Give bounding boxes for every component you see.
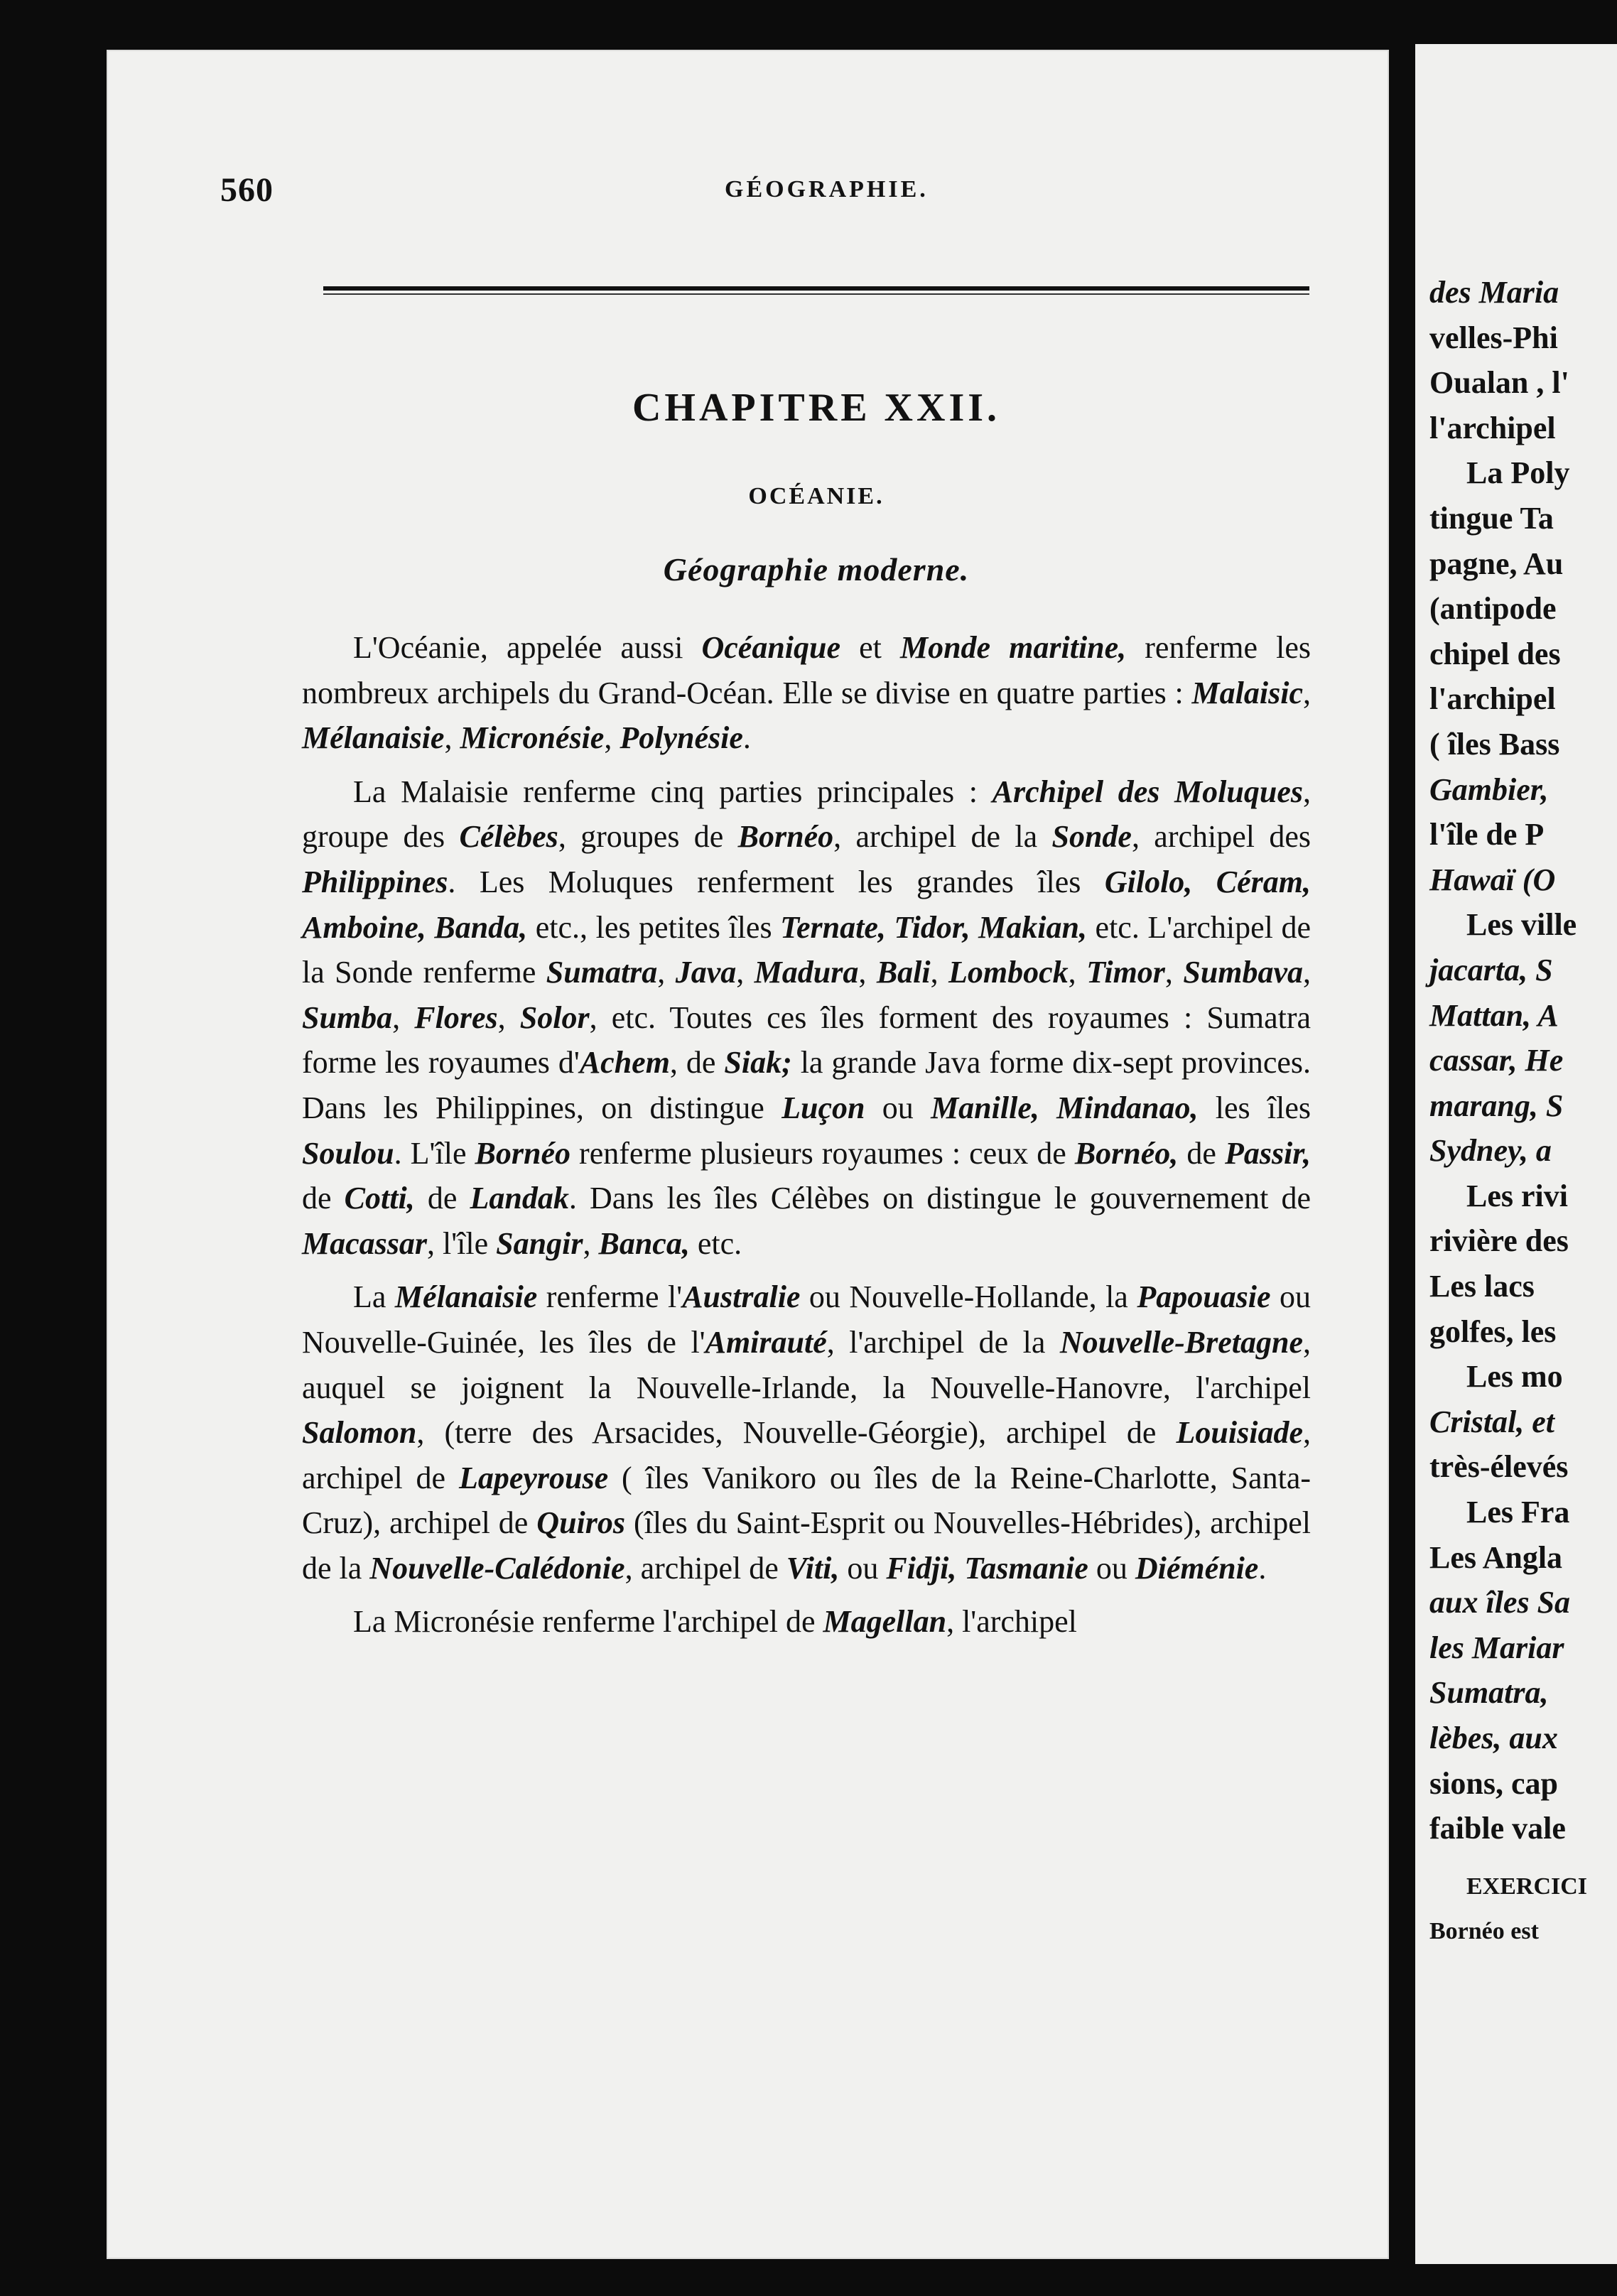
adjacent-page-line: Gambier, xyxy=(1429,771,1549,807)
section-title: OCÉANIE. xyxy=(748,483,885,509)
text-run: , xyxy=(736,955,755,990)
text-run: , etc. Toutes ces îles forment des royaumes : Sumatra forme les royaumes d' xyxy=(302,1000,1311,1081)
place-name: Madura xyxy=(754,955,859,990)
text-run: ou Nouvelle-Hollande, la xyxy=(800,1279,1137,1315)
adjacent-page-line: jacarta, S xyxy=(1429,952,1553,987)
paragraph-oceanie xyxy=(302,625,1311,761)
adjacent-page-line: Les mo xyxy=(1466,1359,1563,1395)
place-name: Java xyxy=(675,955,737,990)
place-name: Mélanaisie xyxy=(302,720,445,756)
adjacent-page-line: tingue Ta xyxy=(1429,500,1554,536)
place-name: Amirauté xyxy=(705,1324,827,1360)
place-name: Célèbes xyxy=(459,819,558,855)
adjacent-page-line: très-élevés xyxy=(1429,1449,1569,1485)
text-run: , archipel des xyxy=(1131,819,1311,855)
place-name: Archipel des Moluques xyxy=(992,774,1303,809)
text-run: de xyxy=(414,1181,470,1216)
adjacent-page-line: les Mariar xyxy=(1429,1630,1564,1665)
place-name: Salomon xyxy=(302,1415,417,1451)
text-run: . Dans les îles Célèbes on distingue le gouvernement de xyxy=(568,1181,1312,1216)
place-name: Australie xyxy=(682,1279,801,1315)
text-run: , xyxy=(583,1225,599,1261)
paragraph-malaisie xyxy=(302,769,1311,1267)
text-run: , de xyxy=(669,1045,725,1081)
adjacent-page-line: (antipode xyxy=(1429,591,1557,627)
text-run: , auquel se joignent la Nouvelle-Irlande, la Nouvelle-Hanovre, l'archipel xyxy=(302,1324,1312,1405)
paragraph-micronesie xyxy=(302,1599,1311,1645)
text-run: ou Nouvelle-Guinée, les îles de l' xyxy=(302,1279,1312,1360)
place-name: Timor xyxy=(1086,955,1165,990)
text-run: , l'archipel de la xyxy=(826,1324,1060,1360)
place-name: Magellan xyxy=(823,1604,947,1640)
adjacent-page-line: Sumatra, xyxy=(1429,1675,1549,1711)
place-name: Gilolo, Céram, Amboine, Banda, xyxy=(302,864,1311,945)
adjacent-page-line: l'archipel xyxy=(1429,681,1556,717)
running-head xyxy=(220,170,1314,213)
text-run: etc., les petites îles xyxy=(527,909,781,945)
place-name: Bornéo, xyxy=(1074,1135,1179,1171)
text-run: , archipel de xyxy=(302,1415,1311,1495)
text-run: . xyxy=(742,720,751,756)
place-name: Sonde xyxy=(1051,819,1132,855)
adjacent-page-line: lèbes, aux xyxy=(1429,1721,1558,1755)
text-run: renferme plusieurs royaumes : ceux de xyxy=(570,1135,1075,1171)
text-run: , xyxy=(444,720,460,756)
place-name: Banca, xyxy=(598,1225,690,1261)
adjacent-page-line: Les rivi xyxy=(1466,1178,1568,1213)
text-run: , groupes de xyxy=(558,819,738,855)
adjacent-page-line: cassar, He xyxy=(1429,1043,1564,1078)
text-run: , xyxy=(497,1000,520,1035)
text-run: , xyxy=(604,720,620,756)
text-run: La Malaisie renferme cinq parties principales : xyxy=(353,774,993,809)
adjacent-page-line: Oualan , l' xyxy=(1429,365,1569,401)
adjacent-page-line: velles-Phi xyxy=(1429,320,1558,355)
adjacent-page-line: aux îles Sa xyxy=(1429,1585,1571,1620)
place-name: Solor xyxy=(519,1000,590,1035)
place-name: Polynésie xyxy=(620,720,743,756)
text-run: ( îles Vanikoro ou îles de la Reine-Charlotte, Santa-Cruz), archipel de xyxy=(302,1460,1311,1541)
subsection-title: Géographie moderne. xyxy=(663,551,970,587)
place-name: Achem xyxy=(579,1045,670,1081)
place-name: Philippines xyxy=(302,864,448,899)
paragraph-melanaisie xyxy=(302,1274,1311,1591)
adjacent-page-line: EXERCICI xyxy=(1466,1873,1588,1900)
adjacent-page-line: l'archipel xyxy=(1429,410,1556,445)
place-name: Nouvelle-Bretagne xyxy=(1059,1324,1304,1360)
header-rule xyxy=(323,286,1309,291)
text-run: etc. L'archipel de la Sonde renferme xyxy=(302,909,1311,990)
place-name: Micronésie xyxy=(460,720,605,756)
text-run: , (terre des Arsacides, Nouvelle-Géorgie), archipel de xyxy=(416,1415,1177,1451)
place-name: Luçon xyxy=(782,1090,865,1125)
text-run: (îles du Saint-Esprit ou Nouvelles-Hébrides), archipel de la xyxy=(302,1505,1311,1586)
text-run: ou xyxy=(865,1090,931,1125)
place-name: Macassar xyxy=(302,1225,428,1261)
chapter-title: CHAPITRE XXII. xyxy=(632,386,1001,430)
place-name: Soulou xyxy=(302,1135,394,1171)
text-run: , xyxy=(657,955,676,990)
place-name: Malaisic xyxy=(1191,675,1303,710)
text-run: , xyxy=(858,955,877,990)
adjacent-page-line: faible vale xyxy=(1429,1811,1566,1846)
place-name: Diéménie xyxy=(1135,1550,1259,1586)
place-name: Nouvelle-Calédonie xyxy=(369,1550,625,1586)
place-name: Fidji, Tasmanie xyxy=(886,1550,1088,1586)
adjacent-page-line: Bornéo est xyxy=(1429,1918,1539,1945)
adjacent-page-line: rivière des xyxy=(1429,1223,1569,1259)
place-name: Bornéo xyxy=(737,819,834,855)
text-run: . xyxy=(1258,1550,1267,1586)
place-name: Sangir xyxy=(496,1225,583,1261)
place-name: Passir, xyxy=(1224,1135,1311,1171)
place-name: Quiros xyxy=(536,1505,626,1541)
place-name: Océanique xyxy=(701,630,841,665)
place-name: Landak xyxy=(470,1181,569,1216)
place-name: Monde maritine, xyxy=(899,630,1127,665)
adjacent-page xyxy=(1415,44,1617,2264)
adjacent-page-line: Les ville xyxy=(1466,907,1577,943)
place-name: Sumatra xyxy=(546,955,658,990)
adjacent-page-line: Hawaï (O xyxy=(1429,862,1556,897)
text-run: , l'île xyxy=(427,1225,497,1261)
text-run: et xyxy=(840,630,900,665)
header-rule-thin xyxy=(323,293,1309,295)
text-run: de xyxy=(1178,1135,1225,1171)
adjacent-page-line: Les Fra xyxy=(1466,1495,1570,1530)
place-name: Louisiade xyxy=(1176,1415,1303,1451)
text-run: renferme l' xyxy=(537,1279,683,1315)
page-number: 560 xyxy=(220,171,274,209)
adjacent-page-line: l'île de P xyxy=(1429,817,1545,852)
adjacent-page-line: Mattan, A xyxy=(1429,997,1559,1033)
place-name: Sumbava xyxy=(1183,955,1304,990)
adjacent-page-line: marang, S xyxy=(1429,1088,1564,1123)
text-run: , l'archipel xyxy=(946,1604,1077,1640)
text-run: , xyxy=(1303,955,1312,990)
place-name: Flores xyxy=(414,1000,498,1035)
text-run: la grande Java forme dix-sept provinces. Dans les Philippines, on distingue xyxy=(302,1045,1312,1125)
adjacent-page-line: golfes, les xyxy=(1429,1314,1557,1349)
adjacent-page-line: chipel des xyxy=(1429,636,1561,671)
place-name: Manille, Mindanao, xyxy=(931,1090,1199,1125)
adjacent-page-line: ( îles Bass xyxy=(1429,726,1560,762)
adjacent-page-line: Sydney, a xyxy=(1429,1133,1552,1169)
place-name: Papouasie xyxy=(1137,1279,1271,1315)
place-name: Viti, xyxy=(786,1550,840,1586)
text-run: L'Océanie, appelée aussi xyxy=(353,630,702,665)
adjacent-page-text xyxy=(1429,270,1617,1954)
text-run: , groupe des xyxy=(302,774,1311,855)
place-name: Lombock xyxy=(948,955,1069,990)
text-run: les îles xyxy=(1198,1090,1312,1125)
adjacent-page-line: pagne, Au xyxy=(1429,546,1564,581)
running-title: GÉOGRAPHIE. xyxy=(725,176,929,202)
adjacent-page-line: Les Angla xyxy=(1429,1539,1563,1575)
text-run: . L'île xyxy=(394,1135,475,1171)
place-name: Sumba xyxy=(302,1000,393,1035)
text-run: , xyxy=(1164,955,1184,990)
place-name: Bali xyxy=(876,955,931,990)
text-run: ou xyxy=(1088,1550,1135,1586)
place-name: Mélanaisie xyxy=(394,1279,538,1315)
place-name: Siak; xyxy=(724,1045,792,1081)
place-name: Bornéo xyxy=(475,1135,570,1171)
text-run: La Micronésie renferme l'archipel de xyxy=(353,1604,823,1640)
text-run: de xyxy=(302,1181,345,1216)
place-name: Cotti, xyxy=(344,1181,415,1216)
place-name: Lapeyrouse xyxy=(458,1460,609,1495)
text-run: , archipel de xyxy=(624,1550,786,1586)
body-text xyxy=(302,625,1311,1645)
adjacent-page-line: La Poly xyxy=(1466,455,1570,491)
text-run: etc. xyxy=(689,1225,742,1261)
text-run: ou xyxy=(839,1550,887,1586)
place-name: Ternate, Tidor, Makian, xyxy=(780,909,1087,945)
text-run: , xyxy=(392,1000,415,1035)
adjacent-page-line: Les lacs xyxy=(1429,1269,1535,1304)
text-run: , archipel de la xyxy=(833,819,1052,855)
adjacent-page-line: sions, cap xyxy=(1429,1765,1558,1801)
text-run: , xyxy=(930,955,949,990)
text-run: renferme les nombreux archipels du Grand-Océan. Elle se divise en quatre parties : xyxy=(302,630,1311,710)
adjacent-page-line: des Maria xyxy=(1429,275,1559,310)
text-run: . Les Moluques renferment les grandes îles xyxy=(448,864,1105,899)
adjacent-page-line: Cristal, et xyxy=(1429,1404,1555,1439)
text-run: La xyxy=(353,1279,395,1315)
text-run: , xyxy=(1303,675,1311,710)
text-run: , xyxy=(1068,955,1087,990)
